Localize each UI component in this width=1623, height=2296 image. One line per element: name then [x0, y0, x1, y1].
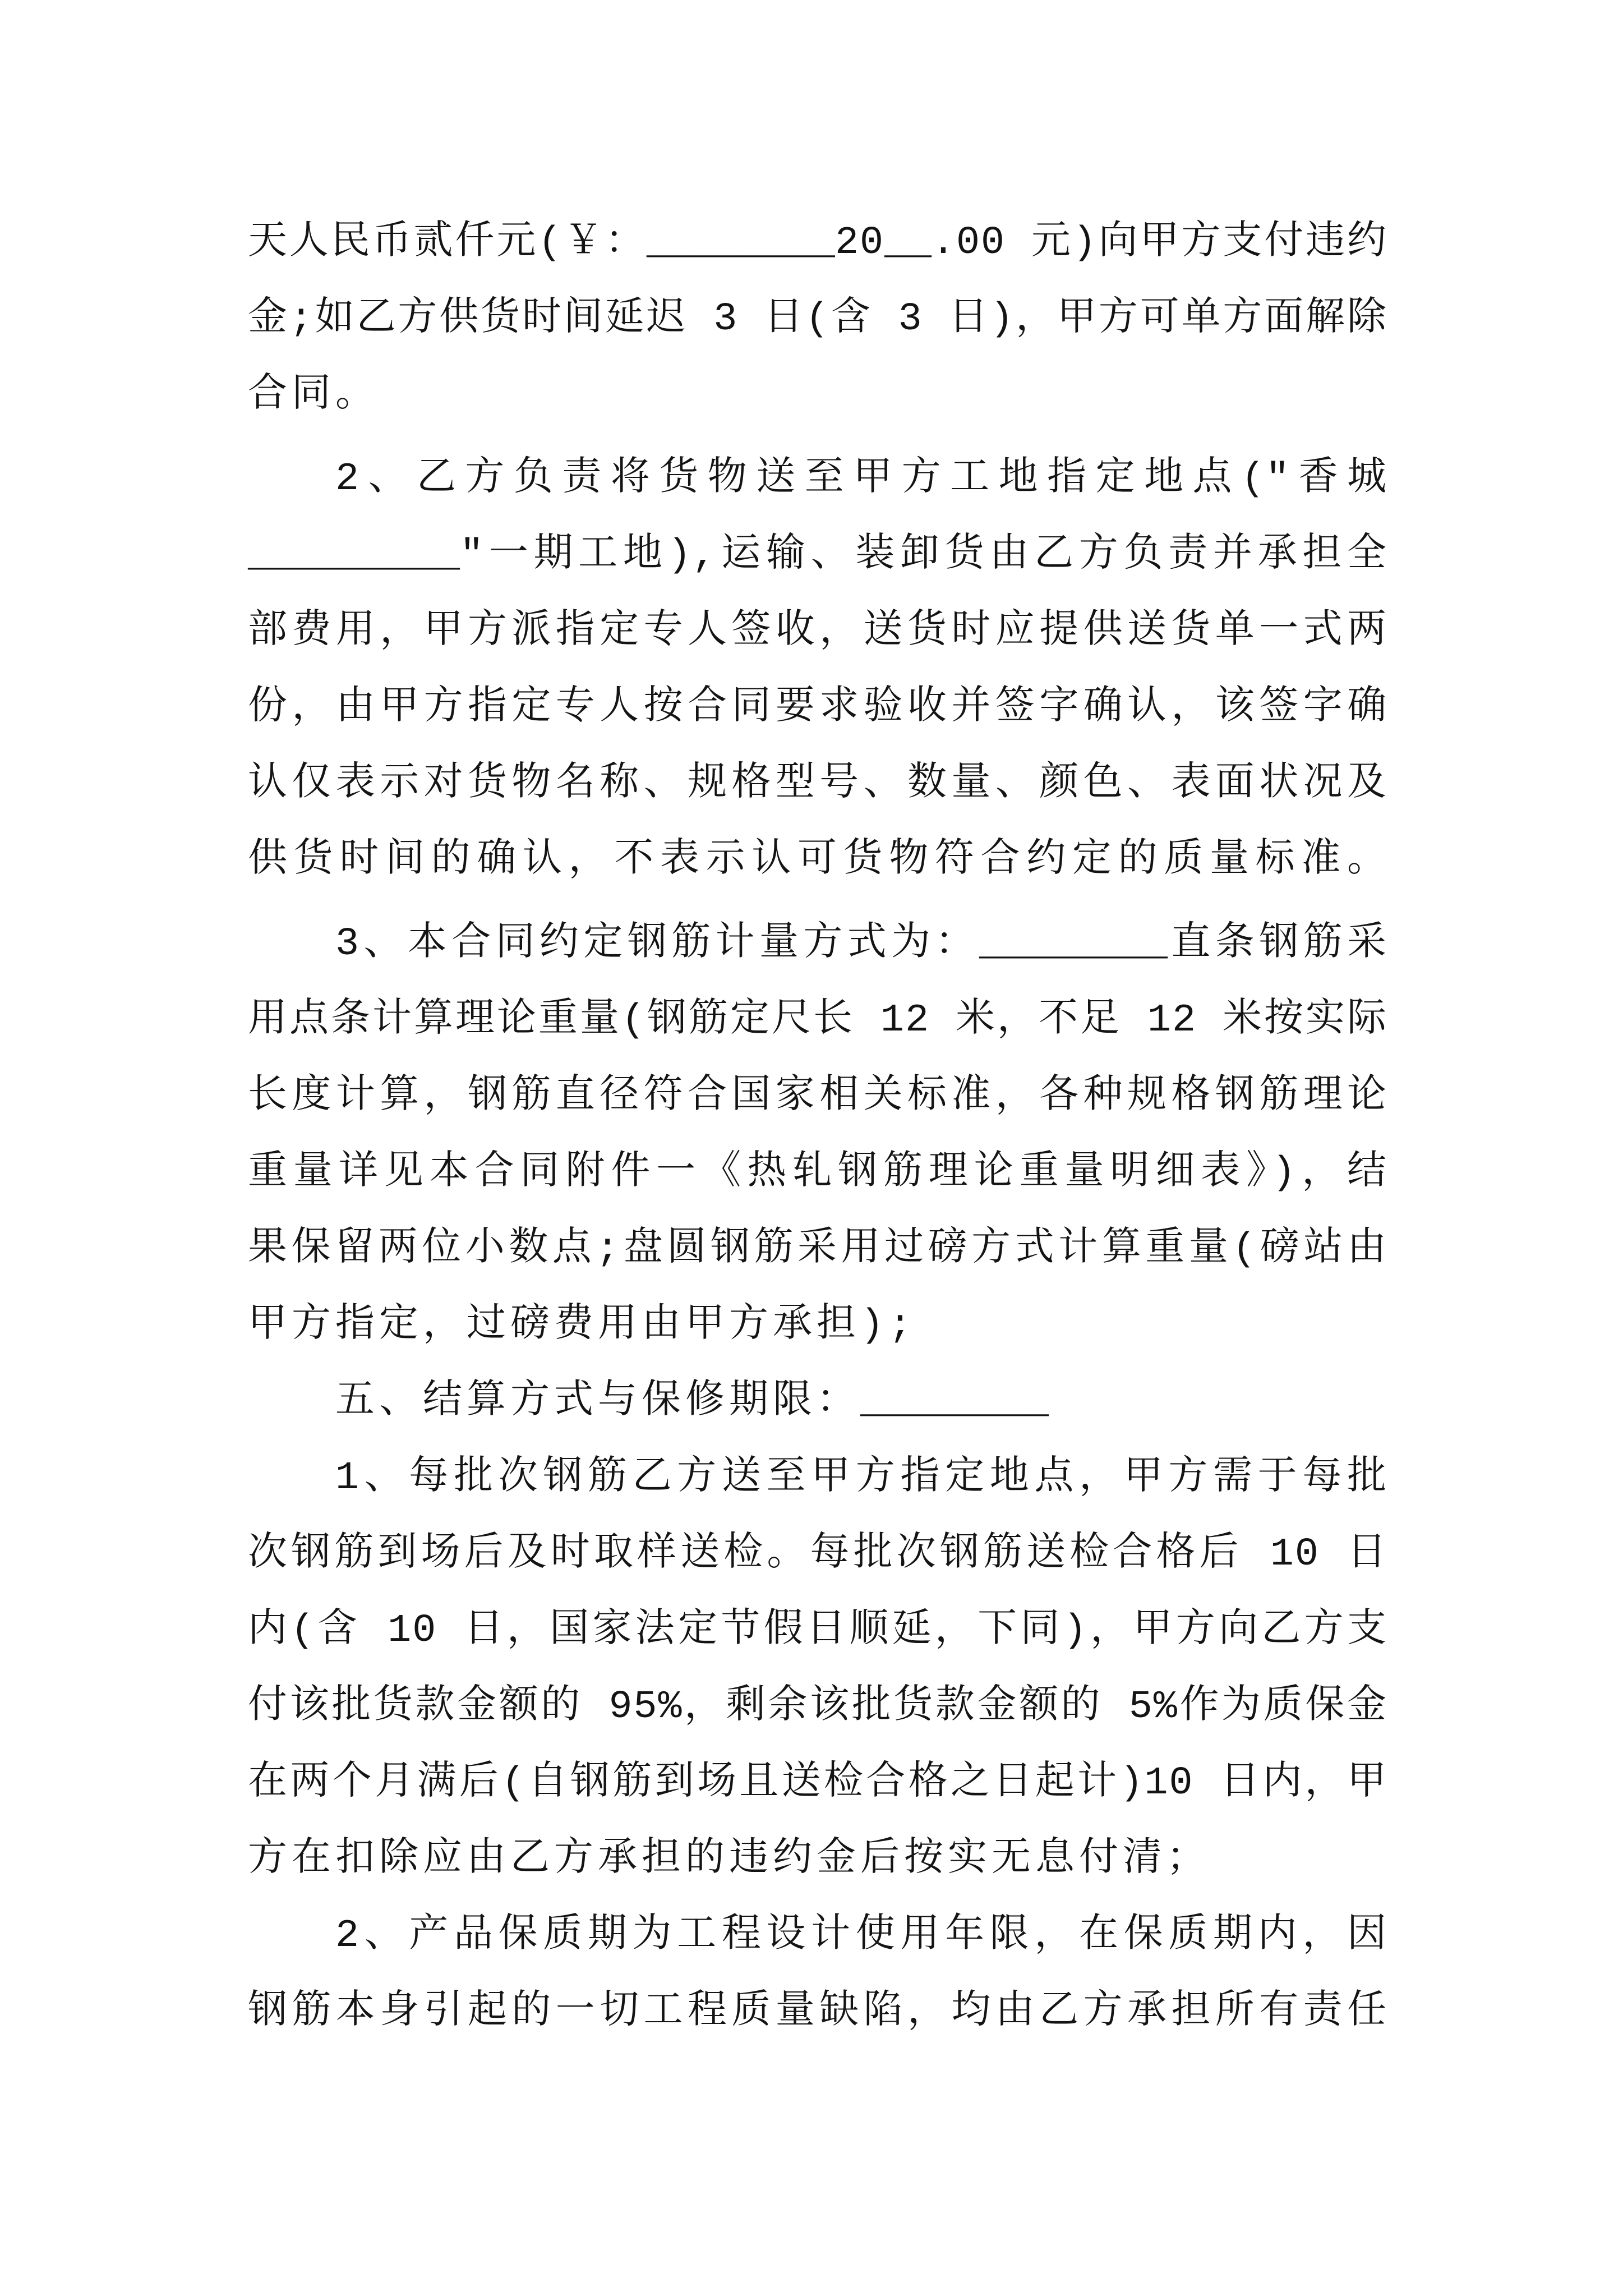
text-line: 次钢筋到场后及时取样送检。每批次钢筋送检合格后 10 日 — [248, 1533, 1387, 1577]
text-line: 合同。 — [248, 374, 379, 418]
fill-in-blank: _________ — [248, 533, 460, 578]
text-line: 甲方指定，过磅费用由甲方承担); — [248, 1304, 917, 1348]
text-line: 天人民币贰仟元(￥：________20__.00 元)向甲方支付违约 — [248, 221, 1387, 265]
text-line: 3、本合同约定钢筋计量方式为：________直条钢筋采 — [335, 922, 1387, 967]
text-line: _________"一期工地),运输、装卸货由乙方负责并承担全 — [248, 533, 1387, 578]
paragraph-measurement — [248, 907, 1387, 1364]
text-line: 份，由甲方指定专人按合同要求验收并签字确认，该签字确 — [248, 686, 1387, 730]
text-line: 2、乙方负责将货物送至甲方工地指定地点("香城 — [335, 457, 1387, 501]
text-line: 供货时间的确认，不表示认可货物符合约定的质量标准。 — [248, 839, 1387, 883]
text-line: 2、产品保质期为工程设计使用年限，在保质期内，因 — [335, 1914, 1387, 1958]
text-line: 长度计算，钢筋直径符合国家相关标准，各种规格钢筋理论 — [248, 1075, 1387, 1119]
paragraph-warranty — [248, 1898, 1387, 2051]
text-line: 重量详见本合同附件一《热轧钢筋理论重量明细表》)，结 — [248, 1151, 1387, 1195]
text-line: 金;如乙方供货时间延迟 3 日(含 3 日)，甲方可单方面解除 — [248, 297, 1387, 342]
text-line: 付该批货款金额的 95%，剩余该批货款金额的 5%作为质保金 — [248, 1685, 1387, 1729]
fill-in-blank: ________ — [979, 922, 1168, 967]
text-line: 在两个月满后(自钢筋到场且送检合格之日起计)10 日内，甲 — [248, 1761, 1387, 1806]
text-line: 部费用，甲方派指定专人签收，送货时应提供送货单一式两 — [248, 610, 1387, 654]
paragraph-payment — [248, 1441, 1387, 1898]
fill-in-blank: __ — [884, 221, 932, 265]
fill-in-blank: ________ — [860, 1380, 1049, 1424]
text-line: 内(含 10 日，国家法定节假日顺延，下同)，甲方向乙方支 — [248, 1609, 1387, 1653]
section-heading-settlement — [248, 1364, 1387, 1441]
text-line: 用点条计算理论重量(钢筋定尺长 12 米，不足 12 米按实际 — [248, 999, 1387, 1043]
document-page — [248, 205, 1387, 2051]
text-line: 1、每批次钢筋乙方送至甲方指定地点，甲方需于每批 — [335, 1456, 1387, 1501]
fill-in-blank: ________ — [646, 221, 835, 265]
text-line: 方在扣除应由乙方承担的违约金后按实无息付清； — [248, 1838, 1210, 1882]
text-line: 钢筋本身引起的一切工程质量缺陷，均由乙方承担所有责任 — [248, 1990, 1387, 2035]
section-heading: 五、结算方式与保修期限：________ — [335, 1380, 1049, 1424]
text-line: 果保留两位小数点;盘圆钢筋采用过磅方式计算重量(磅站由 — [248, 1227, 1387, 1272]
text-line: 认仅表示对货物名称、规格型号、数量、颜色、表面状况及 — [248, 762, 1387, 807]
paragraph-delivery — [248, 441, 1387, 899]
paragraph-penalty-continuation — [248, 205, 1387, 434]
